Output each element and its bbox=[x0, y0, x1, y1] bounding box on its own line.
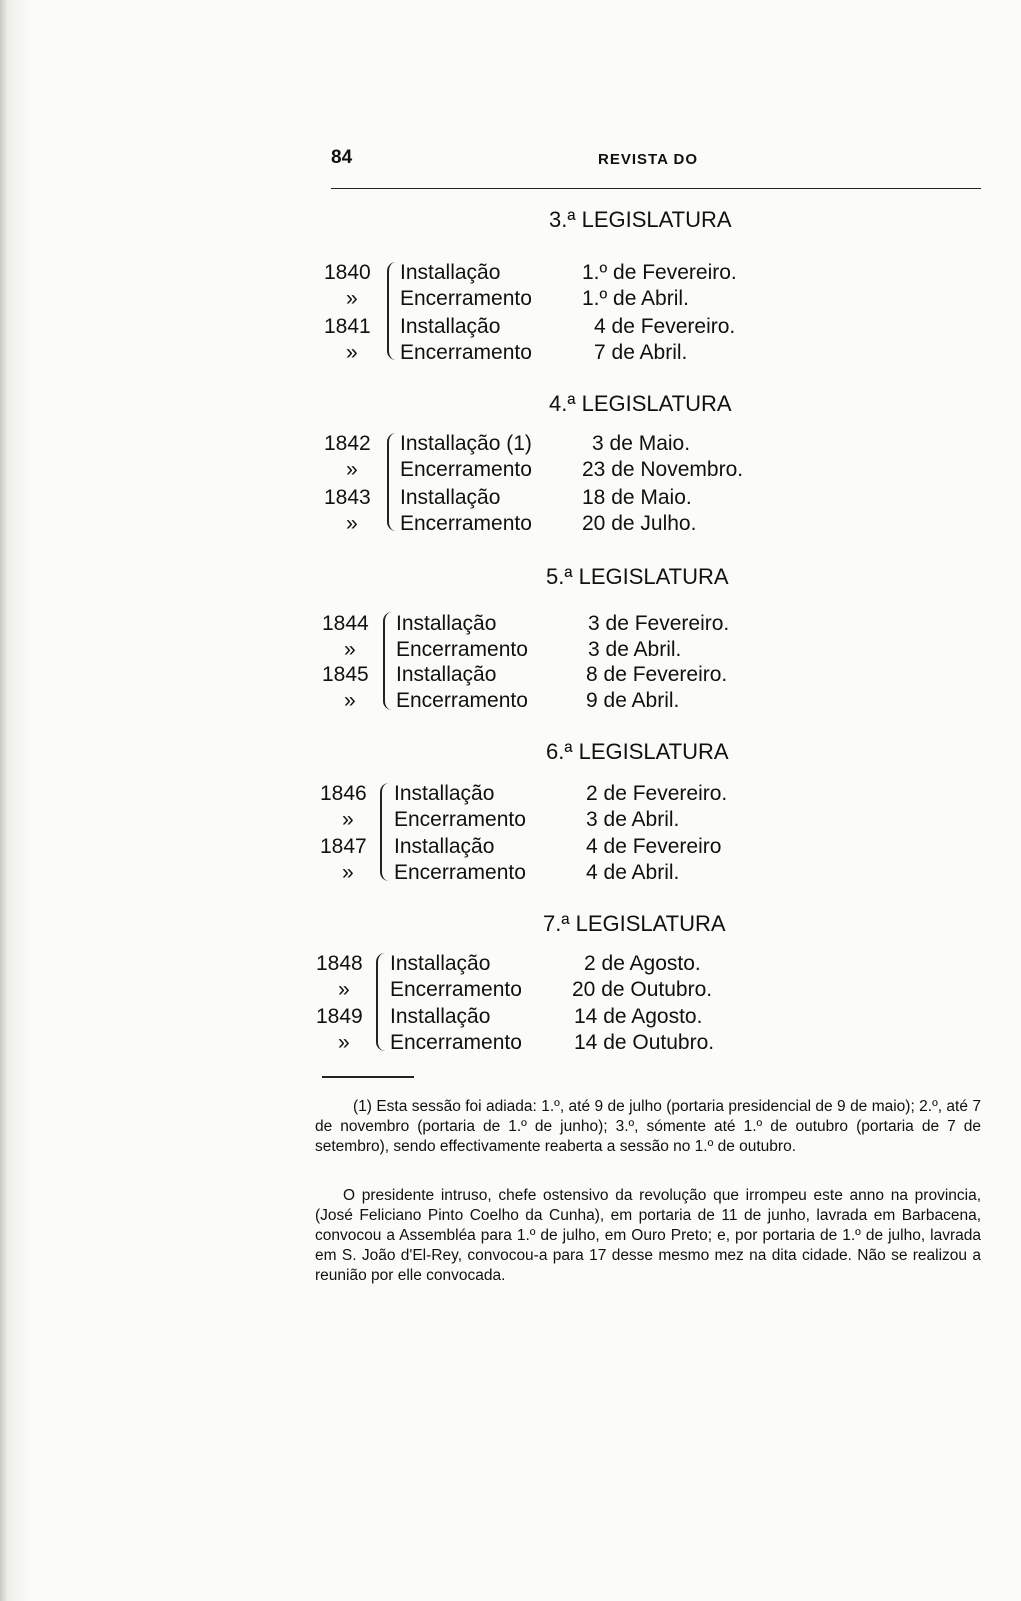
year: » bbox=[346, 341, 358, 364]
date: 9 de Abril. bbox=[586, 689, 680, 712]
year: 1842 bbox=[324, 432, 371, 455]
year: 1849 bbox=[316, 1005, 363, 1028]
date: 4 de Fevereiro bbox=[586, 835, 722, 858]
date: 14 de Agosto. bbox=[574, 1005, 703, 1028]
event: Installação (1) bbox=[400, 432, 532, 455]
year: » bbox=[342, 808, 354, 831]
date: 20 de Julho. bbox=[582, 512, 697, 535]
footnote-1: (1) Esta sessão foi adiada: 1.º, até 9 de julho (portaria presidencial de 9 de maio); 2.º, até 7 de novembro (portaria de 1.º de junho); 3.º, sómente até 1.º de outubro (portaria de 7 de setembro), sendo effectivamente reaberta a sessão no 1.º de outubro. bbox=[315, 1098, 981, 1155]
year: 1840 bbox=[324, 261, 371, 284]
year: 1847 bbox=[320, 835, 367, 858]
event: Installação bbox=[394, 782, 495, 805]
legislatura-title: 6.ª LEGISLATURA bbox=[546, 739, 729, 764]
book-binding-edge bbox=[0, 0, 36, 1601]
date: 3 de Maio. bbox=[592, 432, 691, 455]
date: 2 de Fevereiro. bbox=[586, 782, 728, 805]
year: » bbox=[346, 512, 358, 535]
year: » bbox=[346, 287, 358, 310]
event: Encerramento bbox=[390, 1031, 522, 1054]
grouping-brace bbox=[383, 612, 395, 710]
event: Installação bbox=[400, 261, 501, 284]
event: Encerramento bbox=[396, 689, 528, 712]
year: » bbox=[346, 458, 358, 481]
event: Encerramento bbox=[396, 638, 528, 661]
event: Installação bbox=[400, 486, 501, 509]
header-rule bbox=[331, 188, 981, 189]
footnote-rule bbox=[322, 1076, 414, 1078]
date: 1.º de Fevereiro. bbox=[582, 261, 737, 284]
date: 14 de Outubro. bbox=[574, 1031, 715, 1054]
date: 20 de Outubro. bbox=[572, 978, 713, 1001]
legislatura-title: 3.ª LEGISLATURA bbox=[549, 207, 732, 232]
event: Encerramento bbox=[390, 978, 522, 1001]
event: Encerramento bbox=[400, 458, 532, 481]
year: 1844 bbox=[322, 612, 369, 635]
year: 1843 bbox=[324, 486, 371, 509]
year: 1841 bbox=[324, 315, 371, 338]
year: » bbox=[338, 978, 350, 1001]
grouping-brace bbox=[380, 783, 392, 881]
date: 2 de Agosto. bbox=[584, 952, 701, 975]
event: Encerramento bbox=[394, 808, 526, 831]
date: 4 de Fevereiro. bbox=[594, 315, 736, 338]
event: Installação bbox=[390, 1005, 491, 1028]
event: Installação bbox=[396, 663, 497, 686]
event: Installação bbox=[390, 952, 491, 975]
grouping-brace bbox=[387, 262, 399, 360]
date: 3 de Abril. bbox=[586, 808, 680, 831]
grouping-brace bbox=[387, 433, 399, 531]
legislatura-title: 5.ª LEGISLATURA bbox=[546, 564, 729, 589]
year: 1845 bbox=[322, 663, 369, 686]
date: 3 de Fevereiro. bbox=[588, 612, 730, 635]
year: » bbox=[338, 1031, 350, 1054]
date: 7 de Abril. bbox=[594, 341, 688, 364]
running-head: REVISTA DO bbox=[598, 151, 699, 168]
legislatura-title: 4.ª LEGISLATURA bbox=[549, 391, 732, 416]
date: 18 de Maio. bbox=[582, 486, 692, 509]
date: 23 de Novembro. bbox=[582, 458, 744, 481]
page-number: 84 bbox=[331, 147, 353, 168]
legislatura-title: 7.ª LEGISLATURA bbox=[543, 911, 726, 936]
date: 1.º de Abril. bbox=[582, 287, 689, 310]
event: Encerramento bbox=[400, 341, 532, 364]
event: Encerramento bbox=[400, 287, 532, 310]
grouping-brace bbox=[376, 953, 388, 1051]
year: » bbox=[342, 861, 354, 884]
event: Installação bbox=[394, 835, 495, 858]
event: Encerramento bbox=[400, 512, 532, 535]
footnote-paragraph: O presidente intruso, chefe ostensivo da revolução que irrompeu este anno na provincia, (José Feliciano Pinto Coelho da Cunha), em portaria de 11 de junho, lavrada em Barbacena, convocou a Assembléa para 1.º de julho, em Ouro Preto; e, por portaria de 1.º de julho, lavrada em S. João d'El-Rey, convocou-a para 17 desse mesmo mez na dita cidade. Não se realizou a reunião por elle convocada. bbox=[315, 1187, 981, 1284]
event: Encerramento bbox=[394, 861, 526, 884]
event: Installação bbox=[400, 315, 501, 338]
date: 8 de Fevereiro. bbox=[586, 663, 728, 686]
year: » bbox=[344, 638, 356, 661]
year: 1848 bbox=[316, 952, 363, 975]
year: 1846 bbox=[320, 782, 367, 805]
year: » bbox=[344, 689, 356, 712]
date: 3 de Abril. bbox=[588, 638, 682, 661]
event: Installação bbox=[396, 612, 497, 635]
date: 4 de Abril. bbox=[586, 861, 680, 884]
